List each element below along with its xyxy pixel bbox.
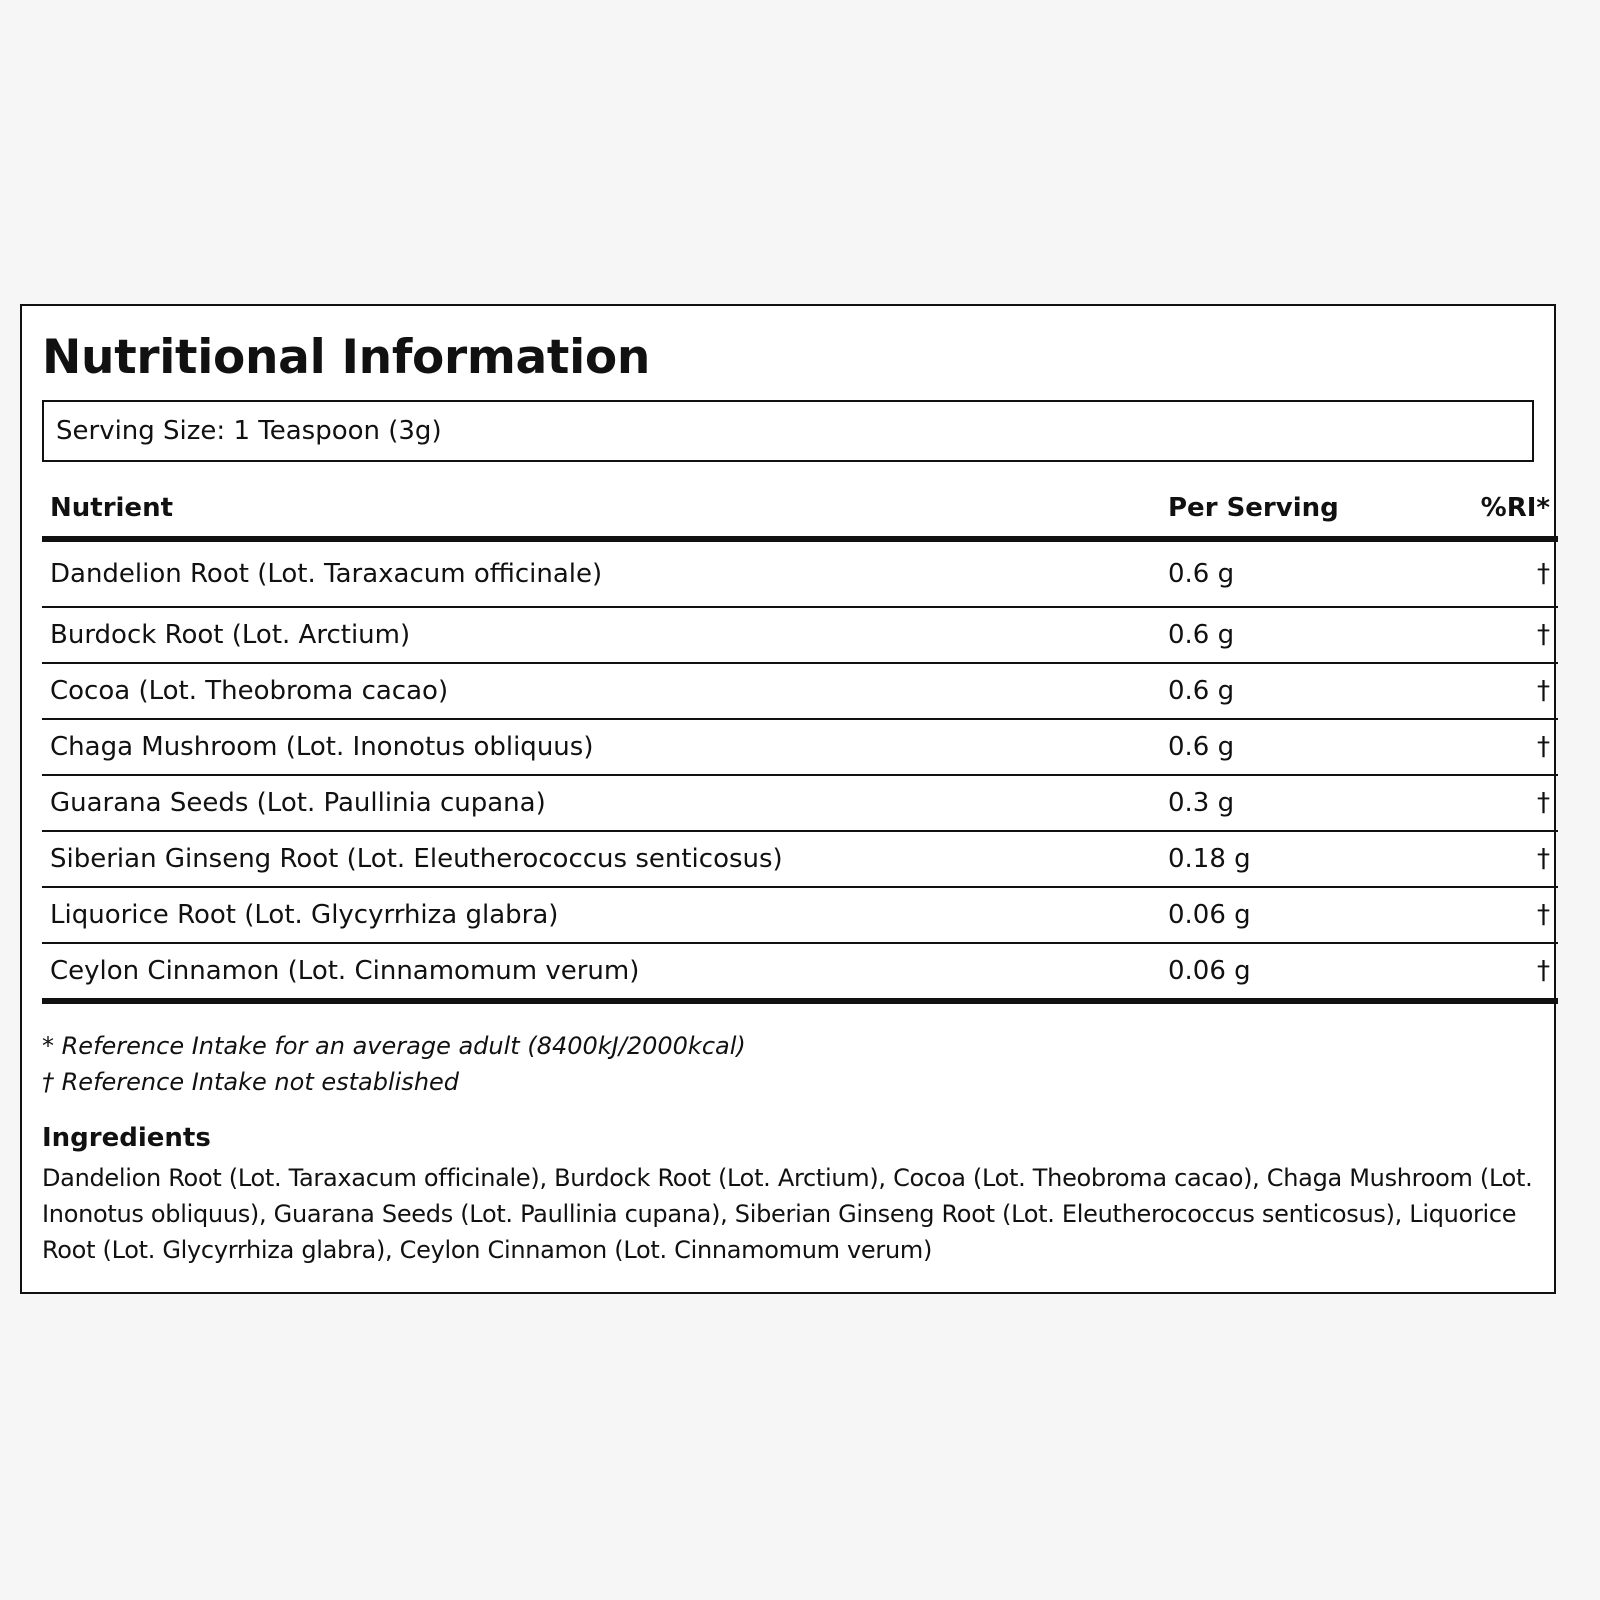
- nutrient-ri: †: [1410, 775, 1558, 831]
- nutrient-amount: 0.3 g: [1160, 775, 1410, 831]
- table-row: [42, 775, 1558, 831]
- serving-size-box: Serving Size: 1 Teaspoon (3g): [42, 400, 1534, 462]
- nutrient-ri: †: [1410, 539, 1558, 607]
- header-ri: %RI*: [1410, 480, 1558, 539]
- footnote-not-established: † Reference Intake not established: [42, 1068, 460, 1096]
- table-row: [42, 831, 1558, 887]
- nutrient-amount: 0.06 g: [1160, 887, 1410, 943]
- ingredients-heading: Ingredients: [42, 1123, 211, 1153]
- nutrient-name: Burdock Root (Lot. Arctium): [42, 607, 1160, 663]
- nutrition-panel: [20, 304, 1556, 1294]
- header-nutrient: Nutrient: [42, 480, 1160, 539]
- nutrient-ri: †: [1410, 719, 1558, 775]
- nutrient-amount: 0.06 g: [1160, 943, 1410, 1001]
- table-row: [42, 539, 1558, 607]
- footnotes: [42, 1028, 1534, 1100]
- nutrient-amount: 0.6 g: [1160, 607, 1410, 663]
- nutrient-ri: †: [1410, 663, 1558, 719]
- footnote-reference-intake: * Reference Intake for an average adult (8400kJ/2000kcal): [42, 1032, 746, 1060]
- page-title: Nutritional Information: [42, 330, 651, 385]
- nutrient-name: Dandelion Root (Lot. Taraxacum officinale): [42, 539, 1160, 607]
- nutrient-ri: †: [1410, 887, 1558, 943]
- nutrient-amount: 0.6 g: [1160, 663, 1410, 719]
- header-per-serving: Per Serving: [1160, 480, 1410, 539]
- table-row: [42, 943, 1558, 1001]
- nutrient-table: [42, 480, 1558, 1004]
- nutrient-ri: †: [1410, 943, 1558, 1001]
- nutrient-name: Chaga Mushroom (Lot. Inonotus obliquus): [42, 719, 1160, 775]
- table-row: [42, 607, 1558, 663]
- table-row: [42, 663, 1558, 719]
- nutrient-name: Cocoa (Lot. Theobroma cacao): [42, 663, 1160, 719]
- nutrient-ri: †: [1410, 831, 1558, 887]
- table-row: [42, 887, 1558, 943]
- table-header-row: [42, 480, 1558, 539]
- table-row: [42, 719, 1558, 775]
- ingredients-text: Dandelion Root (Lot. Taraxacum officinale), Burdock Root (Lot. Arctium), Cocoa (Lot. Theobroma cacao), Chaga Mushroom (Lot. Inonotus obliquus), Guarana Seeds (Lot. Paullinia cupana), Siberian Ginseng Root (Lot. Eleutherococcus senticosus), Liquorice Root (Lot. Glycyrrhiza glabra), Ceylon Cinnamon (Lot. Cinnamomum verum): [42, 1164, 1533, 1264]
- nutrient-name: Guarana Seeds (Lot. Paullinia cupana): [42, 775, 1160, 831]
- nutrient-name: Siberian Ginseng Root (Lot. Eleutherococcus senticosus): [42, 831, 1160, 887]
- nutrient-amount: 0.6 g: [1160, 719, 1410, 775]
- nutrient-name: Ceylon Cinnamon (Lot. Cinnamomum verum): [42, 943, 1160, 1001]
- nutrient-ri: †: [1410, 607, 1558, 663]
- nutrient-amount: 0.6 g: [1160, 539, 1410, 607]
- nutrient-amount: 0.18 g: [1160, 831, 1410, 887]
- nutrient-name: Liquorice Root (Lot. Glycyrrhiza glabra): [42, 887, 1160, 943]
